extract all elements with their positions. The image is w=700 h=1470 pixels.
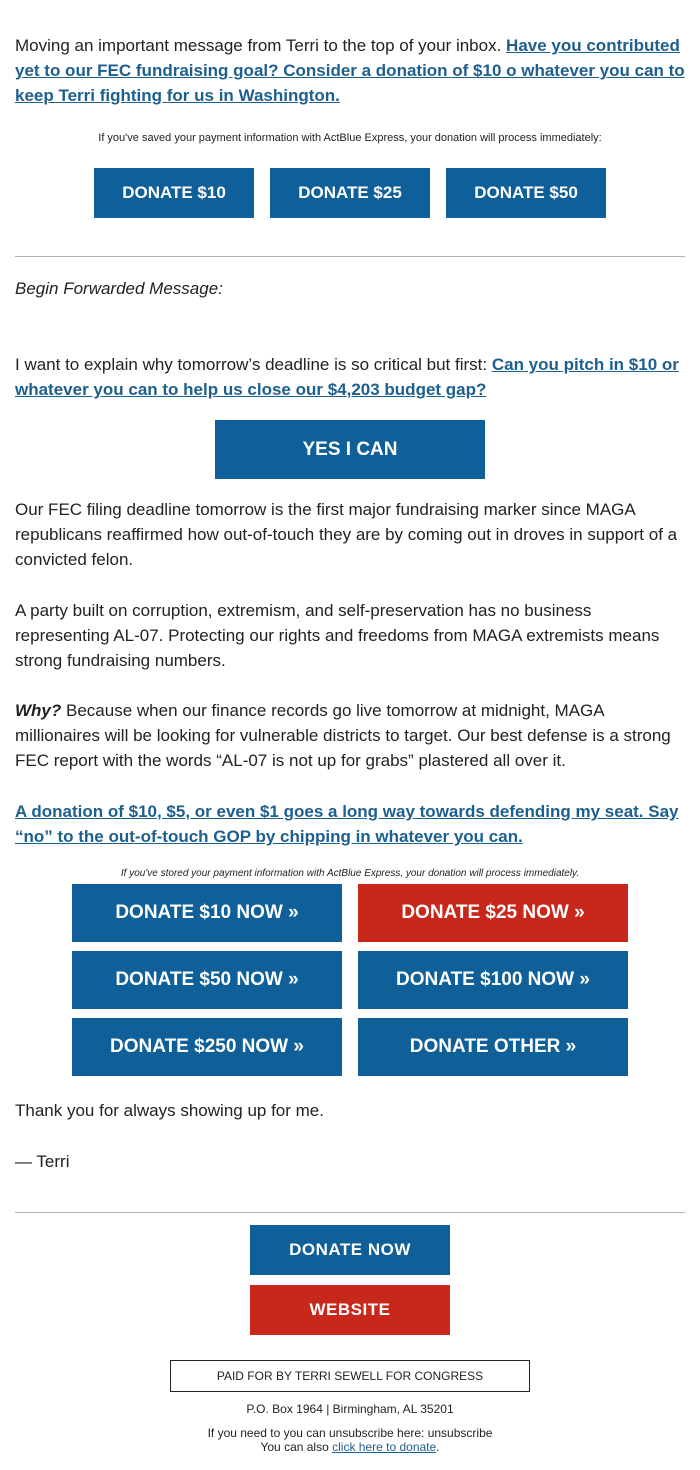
forwarded-label bbox=[15, 276, 687, 301]
yes-i-can-button[interactable]: YES I CAN bbox=[215, 420, 485, 479]
paragraph-4-text: Because when our finance records go live tomorrow at midnight, MAGA millionaires will be looking for vulnerable districts to target. Our best defense is a strong FEC report with the words “AL-07 is not up for grabs” plastered all over it. bbox=[15, 701, 671, 770]
express-note-top: If you've saved your payment information with ActBlue Express, your donation will process immediately: bbox=[98, 132, 602, 144]
paid-for-box: PAID FOR BY TERRI SEWELL FOR CONGRESS bbox=[170, 1360, 530, 1392]
donate-25-button[interactable]: DONATE $25 bbox=[270, 168, 430, 218]
pitch-in-link[interactable]: Can you pitch in $10 or whatever you can to help us close our $4,203 budget gap? bbox=[15, 355, 679, 399]
paragraph-1 bbox=[15, 352, 687, 402]
donate-100-now-button[interactable]: DONATE $100 NOW » bbox=[358, 951, 628, 1009]
donate-50-now-button[interactable]: DONATE $50 NOW » bbox=[72, 951, 342, 1009]
intro-text: Moving an important message from Terri to the top of your inbox. bbox=[15, 36, 507, 55]
express-note-bottom: If you've stored your payment information with ActBlue Express, your donation will process immediately. bbox=[120, 868, 580, 879]
donate-now-button[interactable]: DONATE NOW bbox=[250, 1225, 450, 1275]
paragraph-4 bbox=[15, 698, 687, 773]
divider-top bbox=[15, 256, 685, 257]
paragraph-5 bbox=[15, 799, 687, 849]
unsubscribe-text: If you need to you can unsubscribe here: unsubscribe bbox=[207, 1426, 493, 1440]
intro-donate-link[interactable]: Have you contributed yet to our FEC fundraising goal? Consider a donation of $10 o whatever you can to keep Terri fighting for us in Washington. bbox=[15, 36, 685, 105]
signoff: — Terri bbox=[15, 1152, 70, 1171]
intro-paragraph bbox=[15, 33, 687, 108]
donate-250-now-button[interactable]: DONATE $250 NOW » bbox=[72, 1018, 342, 1076]
also-text: You can also bbox=[260, 1440, 333, 1454]
paragraph-1-text: I want to explain why tomorrow’s deadline is so critical but first: bbox=[15, 355, 492, 374]
website-button[interactable]: WEBSITE bbox=[250, 1285, 450, 1335]
donate-10-now-button[interactable]: DONATE $10 NOW » bbox=[72, 884, 342, 942]
thanks-text: Thank you for always showing up for me. bbox=[15, 1101, 324, 1120]
donate-10-button[interactable]: DONATE $10 bbox=[94, 168, 254, 218]
why-lead: Why? bbox=[15, 701, 62, 720]
also-end: . bbox=[436, 1440, 440, 1454]
paragraph-3: A party built on corruption, extremism, and self-preservation has no business representing AL-07. Protecting our rights and freedoms from MAGA extremists means strong fundraising numbers. bbox=[15, 601, 660, 670]
donate-25-now-button[interactable]: DONATE $25 NOW » bbox=[358, 884, 628, 942]
donation-appeal-link[interactable]: A donation of $10, $5, or even $1 goes a long way towards defending my seat. Say “no” to the out-of-touch GOP by chipping in whatever you can. bbox=[15, 802, 679, 846]
donate-50-button[interactable]: DONATE $50 bbox=[446, 168, 606, 218]
also-donate-line bbox=[0, 1441, 700, 1454]
click-here-to-donate-link[interactable]: click here to donate bbox=[332, 1440, 437, 1454]
paragraph-2: Our FEC filing deadline tomorrow is the first major fundraising marker since MAGA republicans reaffirmed how out-of-touch they are by coming out in droves in support of a convicted felon. bbox=[15, 500, 678, 569]
donate-other-button[interactable]: DONATE OTHER » bbox=[358, 1018, 628, 1076]
divider-bottom bbox=[15, 1212, 685, 1213]
forwarded-label-text: Begin Forwarded Message: bbox=[15, 279, 223, 298]
mailing-address: P.O. Box 1964 | Birmingham, AL 35201 bbox=[246, 1402, 454, 1416]
